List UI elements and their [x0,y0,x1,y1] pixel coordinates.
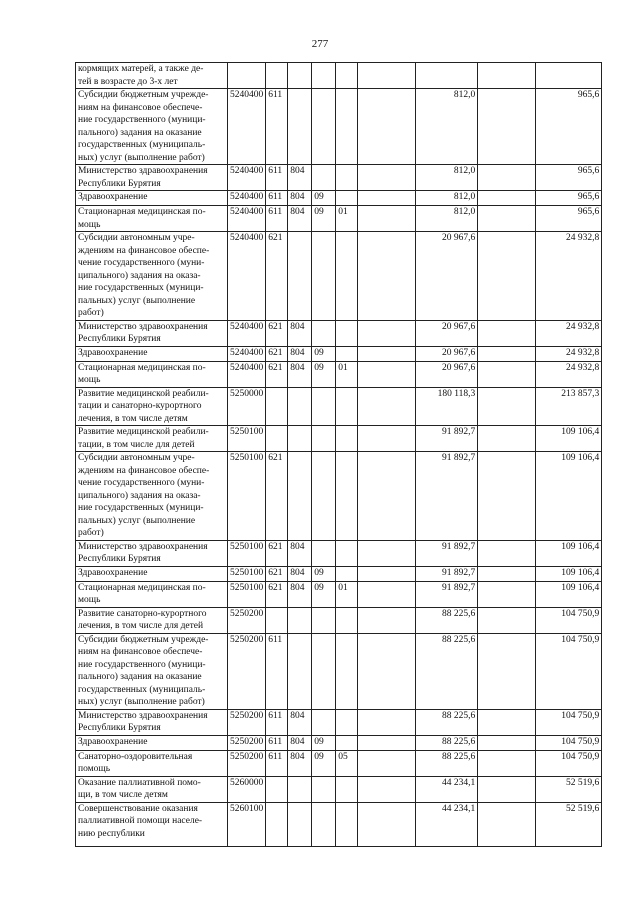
cell-empty [358,776,416,802]
cell-subsection [336,346,358,361]
cell-name: Совершенствование оказания паллиативной помощи населе- нию республики [76,802,228,846]
cell-name: Развитие медицинской реабили- тации и санаторно-курортного лечения, в том числе детям [76,387,228,426]
cell-amount-year-1: 88 225,6 [416,607,478,633]
cell-name: Субсидии автономным учре- ждениям на финансовое обеспе- чение государственного (муни- ципального) задания на оказа- ние государственных (муници- пальных) услуг (выполнение работ) [76,232,228,321]
cell-expense-type: 621 [266,581,288,607]
cell-empty [358,191,416,206]
cell-subsection [336,165,358,191]
table-row [76,63,602,89]
cell-section: 09 [312,566,336,581]
cell-expense-type: 621 [266,361,288,387]
cell-amount-year-1: 44 234,1 [416,776,478,802]
cell-empty [358,581,416,607]
cell-name: Стационарная медицинская по- мощь [76,361,228,387]
cell-target-article: 5250100 [228,566,266,581]
cell-name: Субсидии бюджетным учрежде- ниям на финансовое обеспече- ние государственного (муници- пального) задания на оказание государственных (муниципаль- ных) услуг (выполнение работ) [76,89,228,165]
cell-ministry-code: 804 [288,566,312,581]
cell-section [312,540,336,566]
cell-section [312,63,336,89]
cell-expense-type: 611 [266,165,288,191]
cell-expense-type: 621 [266,232,288,321]
table-row [76,346,602,361]
cell-section [312,387,336,426]
cell-name: Министерство здравоохранения Республики Бурятия [76,709,228,735]
cell-section [312,426,336,452]
cell-amount-year-2: 24 932,8 [536,346,602,361]
cell-subsection: 01 [336,361,358,387]
cell-empty [478,750,536,776]
cell-empty [478,387,536,426]
cell-target-article: 5240400 [228,232,266,321]
cell-target-article: 5250100 [228,452,266,541]
cell-target-article: 5260100 [228,802,266,846]
cell-target-article [228,63,266,89]
cell-amount-year-2: 109 106,4 [536,566,602,581]
cell-target-article: 5240400 [228,191,266,206]
cell-name: Здравоохранение [76,566,228,581]
cell-empty [358,387,416,426]
cell-target-article: 5250200 [228,750,266,776]
cell-expense-type [266,776,288,802]
cell-ministry-code: 804 [288,165,312,191]
cell-expense-type: 611 [266,206,288,232]
cell-section [312,802,336,846]
cell-ministry-code [288,633,312,709]
cell-amount-year-1: 91 892,7 [416,566,478,581]
cell-amount-year-1: 812,0 [416,206,478,232]
cell-section [312,320,336,346]
cell-empty [478,191,536,206]
cell-name: Развитие санаторно-курортного лечения, в том числе для детей [76,607,228,633]
table-row [76,750,602,776]
cell-target-article: 5250100 [228,581,266,607]
cell-section [312,776,336,802]
cell-expense-type [266,802,288,846]
cell-expense-type: 611 [266,191,288,206]
cell-target-article: 5240400 [228,361,266,387]
cell-empty [358,206,416,232]
cell-expense-type [266,63,288,89]
cell-target-article: 5250200 [228,607,266,633]
cell-ministry-code: 804 [288,206,312,232]
cell-empty [478,709,536,735]
cell-amount-year-2: 52 519,6 [536,802,602,846]
cell-name: Здравоохранение [76,191,228,206]
cell-empty [358,735,416,750]
cell-name: Министерство здравоохранения Республики Бурятия [76,165,228,191]
cell-empty [358,232,416,321]
cell-amount-year-2: 104 750,9 [536,709,602,735]
cell-subsection [336,387,358,426]
table-row [76,206,602,232]
cell-target-article: 5240400 [228,89,266,165]
cell-ministry-code: 804 [288,581,312,607]
cell-target-article: 5240400 [228,346,266,361]
cell-amount-year-2: 109 106,4 [536,452,602,541]
cell-name: Стационарная медицинская по- мощь [76,581,228,607]
cell-target-article: 5250200 [228,709,266,735]
cell-empty [358,540,416,566]
cell-amount-year-2: 965,6 [536,89,602,165]
cell-ministry-code: 804 [288,361,312,387]
table-row [76,709,602,735]
cell-amount-year-2: 24 932,8 [536,361,602,387]
cell-ministry-code: 804 [288,709,312,735]
table-row [76,232,602,321]
cell-subsection [336,63,358,89]
cell-empty [358,452,416,541]
cell-subsection [336,540,358,566]
cell-empty [478,776,536,802]
cell-subsection [336,566,358,581]
cell-expense-type: 621 [266,346,288,361]
cell-amount-year-2 [536,63,602,89]
cell-name: Стационарная медицинская по- мощь [76,206,228,232]
cell-section: 09 [312,346,336,361]
cell-amount-year-2: 24 932,8 [536,232,602,321]
cell-ministry-code: 804 [288,750,312,776]
cell-empty [478,802,536,846]
cell-empty [358,802,416,846]
cell-empty [478,452,536,541]
table-row [76,776,602,802]
cell-section: 09 [312,735,336,750]
cell-expense-type [266,387,288,426]
cell-ministry-code: 804 [288,191,312,206]
cell-target-article: 5250200 [228,735,266,750]
cell-name: Развитие медицинской реабили- тации, в том числе для детей [76,426,228,452]
cell-section [312,607,336,633]
cell-ministry-code: 804 [288,320,312,346]
cell-subsection [336,607,358,633]
cell-ministry-code [288,232,312,321]
table-row [76,633,602,709]
cell-subsection: 05 [336,750,358,776]
cell-subsection [336,191,358,206]
cell-empty [478,540,536,566]
cell-expense-type: 611 [266,750,288,776]
cell-amount-year-2: 213 857,3 [536,387,602,426]
cell-ministry-code: 804 [288,346,312,361]
cell-empty [358,346,416,361]
cell-target-article: 5250100 [228,426,266,452]
cell-subsection [336,802,358,846]
cell-name: Оказание паллиативной помо- щи, в том числе детям [76,776,228,802]
cell-empty [358,633,416,709]
cell-empty [478,63,536,89]
cell-empty [478,735,536,750]
table-row [76,361,602,387]
cell-subsection [336,776,358,802]
cell-section: 09 [312,750,336,776]
cell-amount-year-2: 104 750,9 [536,633,602,709]
cell-section [312,232,336,321]
cell-section: 09 [312,361,336,387]
cell-amount-year-2: 52 519,6 [536,776,602,802]
cell-section [312,89,336,165]
cell-expense-type: 611 [266,735,288,750]
cell-target-article: 5260000 [228,776,266,802]
cell-name: Субсидии автономным учре- ждениям на финансовое обеспе- чение государственного (муни- ципального) задания на оказа- ние государственных (муници- пальных) услуг (выполнение работ) [76,452,228,541]
cell-subsection [336,232,358,321]
cell-name: Субсидии бюджетным учрежде- ниям на финансовое обеспече- ние государственного (муници- пального) задания на оказание государственных (муниципаль- ных) услуг (выполнение работ) [76,633,228,709]
budget-table [75,62,602,847]
cell-amount-year-1: 88 225,6 [416,750,478,776]
cell-empty [478,165,536,191]
cell-amount-year-1: 91 892,7 [416,581,478,607]
cell-section [312,709,336,735]
cell-amount-year-2: 109 106,4 [536,426,602,452]
cell-subsection [336,89,358,165]
cell-amount-year-1: 88 225,6 [416,709,478,735]
cell-empty [478,320,536,346]
cell-amount-year-1: 88 225,6 [416,735,478,750]
cell-empty [358,566,416,581]
cell-section [312,165,336,191]
cell-amount-year-2: 965,6 [536,206,602,232]
cell-expense-type: 611 [266,89,288,165]
cell-empty [478,633,536,709]
cell-ministry-code [288,426,312,452]
cell-empty [478,232,536,321]
cell-target-article: 5240400 [228,320,266,346]
cell-empty [358,165,416,191]
cell-empty [478,426,536,452]
cell-section: 09 [312,206,336,232]
cell-amount-year-1: 180 118,3 [416,387,478,426]
table-row [76,89,602,165]
cell-empty [358,750,416,776]
cell-section [312,452,336,541]
cell-empty [478,581,536,607]
cell-subsection: 01 [336,206,358,232]
table-row [76,452,602,541]
cell-empty [478,346,536,361]
cell-section [312,633,336,709]
cell-target-article: 5240400 [228,206,266,232]
cell-amount-year-1: 812,0 [416,89,478,165]
cell-amount-year-1: 20 967,6 [416,232,478,321]
cell-empty [358,426,416,452]
cell-amount-year-1: 812,0 [416,191,478,206]
cell-ministry-code: 804 [288,735,312,750]
cell-amount-year-2: 104 750,9 [536,750,602,776]
cell-ministry-code [288,607,312,633]
table-row [76,426,602,452]
cell-subsection [336,452,358,541]
cell-expense-type: 611 [266,633,288,709]
cell-name: Министерство здравоохранения Республики Бурятия [76,320,228,346]
cell-expense-type: 611 [266,709,288,735]
cell-expense-type [266,426,288,452]
cell-empty [358,63,416,89]
cell-amount-year-1: 91 892,7 [416,540,478,566]
table-row [76,607,602,633]
table-row [76,802,602,846]
cell-empty [478,361,536,387]
cell-empty [478,607,536,633]
cell-section: 09 [312,581,336,607]
cell-amount-year-2: 24 932,8 [536,320,602,346]
cell-target-article: 5240400 [228,165,266,191]
cell-empty [358,89,416,165]
cell-amount-year-1: 812,0 [416,165,478,191]
cell-name: кормящих матерей, а также де- тей в возрасте до 3-х лет [76,63,228,89]
cell-subsection [336,709,358,735]
cell-ministry-code [288,776,312,802]
cell-expense-type: 621 [266,540,288,566]
table-row [76,165,602,191]
cell-empty [478,206,536,232]
cell-amount-year-1: 91 892,7 [416,426,478,452]
cell-ministry-code [288,387,312,426]
cell-subsection: 01 [336,581,358,607]
cell-subsection [336,320,358,346]
table-row [76,320,602,346]
cell-name: Здравоохранение [76,346,228,361]
cell-expense-type: 621 [266,566,288,581]
cell-subsection [336,633,358,709]
cell-expense-type [266,607,288,633]
cell-amount-year-1: 20 967,6 [416,361,478,387]
cell-amount-year-2: 965,6 [536,191,602,206]
cell-target-article: 5250100 [228,540,266,566]
cell-ministry-code [288,802,312,846]
cell-ministry-code [288,63,312,89]
cell-amount-year-1: 91 892,7 [416,452,478,541]
table-row [76,387,602,426]
cell-amount-year-2: 109 106,4 [536,581,602,607]
cell-ministry-code [288,452,312,541]
cell-amount-year-1: 20 967,6 [416,320,478,346]
table-row [76,581,602,607]
table-row [76,566,602,581]
table-row [76,540,602,566]
page-number: 277 [311,38,329,50]
cell-subsection [336,426,358,452]
table-row [76,735,602,750]
table-row [76,191,602,206]
cell-amount-year-1: 88 225,6 [416,633,478,709]
cell-ministry-code: 804 [288,540,312,566]
cell-section: 09 [312,191,336,206]
budget-table-body [76,63,602,847]
cell-empty [478,566,536,581]
cell-target-article: 5250000 [228,387,266,426]
cell-empty [358,709,416,735]
cell-name: Министерство здравоохранения Республики Бурятия [76,540,228,566]
cell-amount-year-2: 109 106,4 [536,540,602,566]
cell-amount-year-1: 20 967,6 [416,346,478,361]
cell-amount-year-1 [416,63,478,89]
cell-empty [358,361,416,387]
cell-expense-type: 621 [266,452,288,541]
cell-target-article: 5250200 [228,633,266,709]
cell-empty [358,607,416,633]
cell-ministry-code [288,89,312,165]
cell-name: Здравоохранение [76,735,228,750]
cell-subsection [336,735,358,750]
cell-amount-year-2: 104 750,9 [536,735,602,750]
cell-name: Санаторно-оздоровительная помощь [76,750,228,776]
cell-amount-year-1: 44 234,1 [416,802,478,846]
cell-amount-year-2: 104 750,9 [536,607,602,633]
cell-empty [358,320,416,346]
cell-expense-type: 621 [266,320,288,346]
cell-empty [478,89,536,165]
cell-amount-year-2: 965,6 [536,165,602,191]
